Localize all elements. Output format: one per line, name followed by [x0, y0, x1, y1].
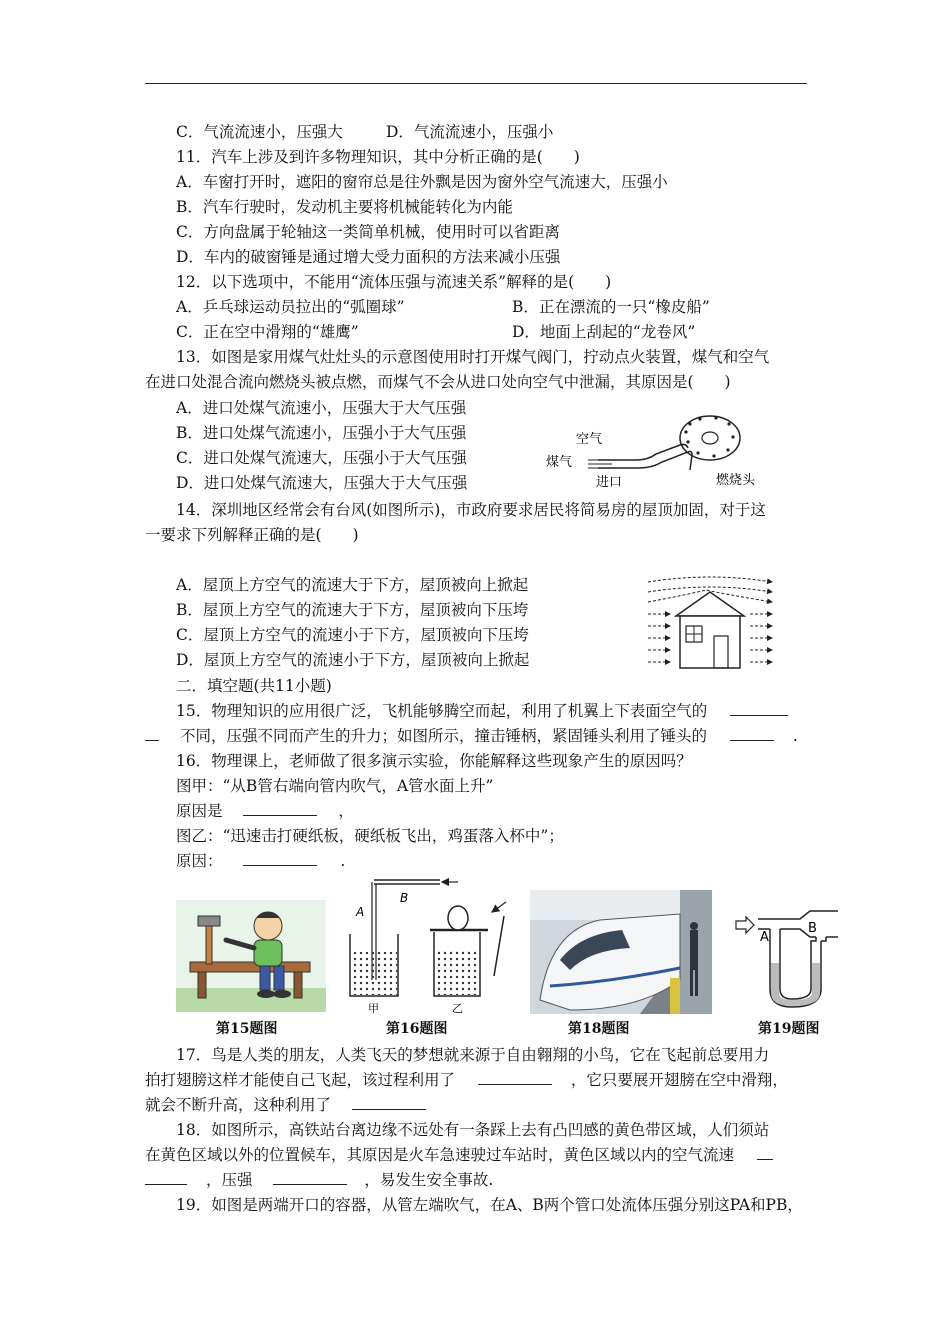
q16-blank1[interactable]	[243, 801, 317, 816]
q11-option-b: B．汽车行驶时，发动机主要将机械能转化为内能	[176, 198, 513, 216]
q16-fig-yi-desc: 图乙：“迅速击打硬纸板，硬纸板飞出，鸡蛋落入杯中”；	[176, 827, 564, 845]
fig16-caption: 第16题图	[386, 1021, 448, 1037]
q18-blank2[interactable]	[273, 1170, 347, 1185]
q13-option-a: A．进口处煤气流速小，压强大于大气压强	[176, 399, 467, 417]
fig16-label-jia: 甲	[368, 1002, 379, 1014]
q13-stem-line1: 13．如图是家用煤气灶灶头的示意图使用时打开煤气阀门，拧动点火装置，煤气和空气	[176, 348, 770, 366]
q18-line2	[145, 1145, 773, 1165]
q17-blank2[interactable]	[352, 1095, 426, 1110]
fig-label-burner: 燃烧头	[716, 473, 756, 488]
q14-option-d: D．屋顶上方空气的流速小于下方，屋顶被向上掀起	[176, 651, 530, 669]
q13-option-b: B．进口处煤气流速小，压强小于大气压强	[176, 424, 467, 442]
q15-blank1-part1[interactable]	[730, 701, 788, 716]
q11-stem: 11．汽车上涉及到许多物理知识，其中分析正确的是( )	[176, 148, 580, 166]
q18-blank1-part2[interactable]	[145, 1170, 187, 1185]
typhoon-house-figure	[640, 570, 780, 672]
fig-label-air: 空气	[576, 432, 603, 447]
fig16-label-b: B	[400, 891, 409, 905]
fig15-caption: 第15题图	[216, 1021, 278, 1037]
q11-option-c: C．方向盘属于轮轴这一类简单机械，使用时可以省距离	[176, 223, 560, 241]
q17-text2b: ，它只要展开翅膀在空中滑翔，	[570, 1071, 788, 1089]
q16-end: .	[340, 852, 346, 870]
q15-line2	[145, 726, 798, 746]
q12-option-d: D．地面上刮起的“龙卷风”	[512, 323, 696, 341]
q18-text3b: ，易发生安全事故.	[364, 1171, 494, 1189]
q12-option-a: A．乒乓球运动员拉出的“弧圈球”	[176, 298, 405, 316]
q17-text3: 就会不断升高，这种利用了	[145, 1096, 332, 1114]
q18-line1: 18．如图所示，高铁站台离边缘不远处有一条踩上去有凸凹感的黄色带区域，人们须站	[176, 1121, 770, 1139]
q16-reason2-label: 原因：	[176, 852, 223, 870]
q12-option-c: C．正在空中滑翔的“雄鹰”	[176, 323, 359, 341]
q18-text2: 在黄色区域以外的位置候车，其原因是火车急速驶过车站时，黄色区域以内的空气流速	[145, 1146, 735, 1164]
q14-stem-line2: 一要求下列解释正确的是( )	[145, 526, 359, 544]
q14-stem-line1: 14．深圳地区经常会有台风(如图所示)，市政府要求居民将简易房的屋顶加固，对于这	[176, 501, 766, 519]
fig16-label-yi: 乙	[452, 1002, 463, 1014]
gas-stove-figure	[540, 410, 800, 490]
q17-text2a: 拍打翅膀这样才能使自己飞起，该过程利用了	[145, 1071, 456, 1089]
fig18-caption: 第18题图	[568, 1021, 630, 1037]
header-rule	[145, 83, 807, 84]
q16-reason1-label: 原因是	[176, 802, 223, 820]
q16-blank2[interactable]	[243, 851, 317, 866]
u-tube-container-figure	[730, 905, 842, 1015]
fig19-label-a: A	[760, 930, 769, 945]
high-speed-train-photo	[530, 890, 712, 1014]
q14-option-b: B．屋顶上方空气的流速大于下方，屋顶被向下压垮	[176, 601, 529, 619]
fig-label-inlet: 进口	[596, 475, 623, 490]
q18-line3	[145, 1170, 493, 1190]
q14-option-a: A．屋顶上方空气的流速大于下方，屋顶被向上掀起	[176, 576, 529, 594]
q16-comma: ，	[338, 802, 354, 820]
q18-text3a: ，压强	[205, 1171, 253, 1189]
q14-option-c: C．屋顶上方空气的流速小于下方，屋顶被向下压垮	[176, 626, 529, 644]
q15-blank1-part2[interactable]	[145, 726, 159, 741]
q10-option-c: C．气流流速小，压强大	[176, 123, 343, 141]
demonstration-beakers-figure	[340, 872, 520, 1014]
fig16-label-a: A	[356, 905, 365, 919]
q10-option-d: D．气流流速小，压强小	[386, 123, 554, 141]
hammer-cartoon-figure	[176, 900, 326, 1012]
q16-reason2-line	[176, 851, 345, 871]
q16-reason1-line	[176, 801, 354, 821]
q17-blank1[interactable]	[478, 1070, 552, 1085]
q15-blank2[interactable]	[730, 726, 774, 741]
q11-option-a: A．车窗打开时，遮阳的窗帘总是往外飘是因为窗外空气流速大，压强小	[176, 173, 668, 191]
q13-option-c: C．进口处煤气流速大，压强小于大气压强	[176, 449, 467, 467]
q16-stem: 16．物理课上，老师做了很多演示实验，你能解释这些现象产生的原因吗？	[176, 752, 692, 770]
q17-line3	[145, 1095, 426, 1115]
q19-line1: 19．如图是两端开口的容器，从管左端吹气，在A、B两个管口处流体压强分别这PA和PB，	[176, 1196, 803, 1214]
q18-blank1-part1[interactable]	[757, 1145, 773, 1160]
q11-option-d: D．车内的破窗锤是通过增大受力面积的方法来减小压强	[176, 248, 561, 266]
q15-line1	[176, 701, 788, 721]
q17-line2	[145, 1070, 788, 1090]
q12-stem: 12．以下选项中，不能用“流体压强与流速关系”解释的是( )	[176, 273, 612, 291]
section-fill-in-title: 二．填空题(共11小题)	[176, 677, 332, 695]
q13-option-d: D．进口处煤气流速大，压强大于大气压强	[176, 474, 468, 492]
q15-text1: 15．物理知识的应用很广泛，飞机能够腾空而起，利用了机翼上下表面空气的	[176, 702, 708, 720]
fig19-caption: 第19题图	[758, 1021, 820, 1037]
q15-end: .	[792, 727, 798, 745]
fig-label-gas: 煤气	[546, 455, 573, 470]
q15-text2: 不同，压强不同而产生的升力；如图所示，撞击锤柄，紧固锤头利用了锤头的	[179, 727, 707, 745]
q17-line1: 17．鸟是人类的朋友，人类飞天的梦想就来源于自由翱翔的小鸟，它在飞起前总要用力	[176, 1046, 770, 1064]
q16-fig-jia-desc: 图甲：“从B管右端向管内吹气，A管水面上升”	[176, 777, 494, 795]
fig19-label-b: B	[808, 921, 817, 936]
q12-option-b: B．正在漂流的一只“橡皮船”	[512, 298, 710, 316]
q13-stem-line2: 在进口处混合流向燃烧头被点燃，而煤气不会从进口处向空气中泄漏，其原因是( )	[145, 373, 731, 391]
